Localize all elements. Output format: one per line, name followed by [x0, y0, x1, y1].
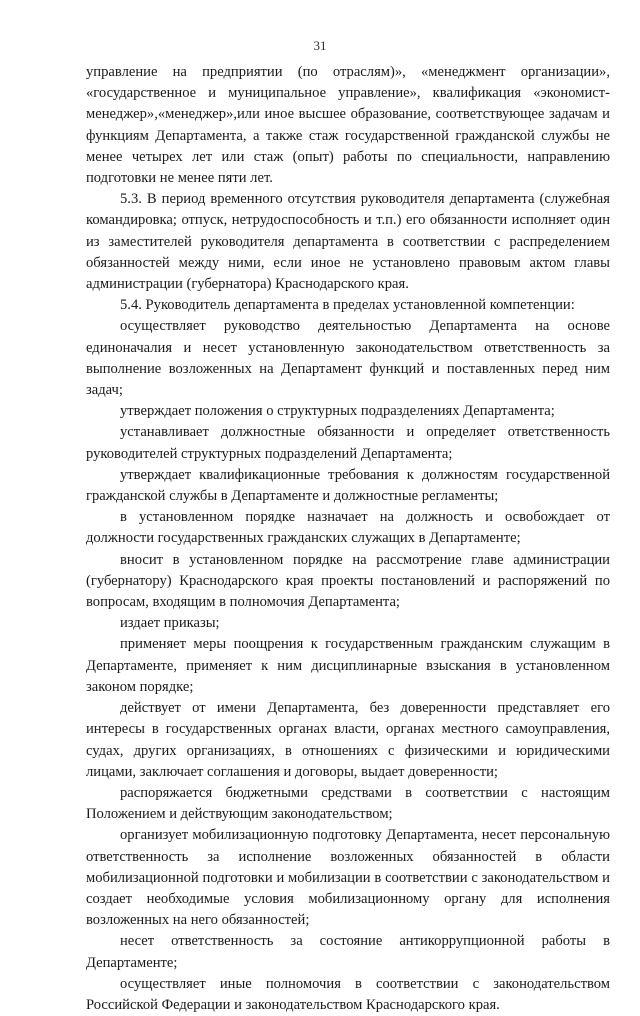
list-item: действует от имени Департамента, без доверенности представляет его интересы в государственных органах власти, органах местного самоуправления, судах, других организациях, в отношениях с физическими и юридическими лицами, заключает соглашения и договоры, выдает доверенности; [86, 700, 610, 780]
list-item: осуществляет руководство деятельностью Департамента на основе единоначалия и несет установленную законодательством ответственность за выполнение возложенных на Департамент функций и поставленных перед ним задач; [86, 318, 610, 399]
list-item: осуществляет иные полномочия в соответствии с законодательством Российской Федерации и законодательством Краснодарского края. [86, 975, 610, 1013]
list-item: распоряжается бюджетными средствами в соответствии с настоящим Положением и действующим законодательством; [86, 784, 610, 823]
list-item: утверждает квалификационные требования к должностям государственной гражданской службы в Департаменте и должностные регламенты; [86, 466, 610, 505]
list-item: организует мобилизационную подготовку Департамента, несет персональную ответственность за исполнение возложенных обязанностей в области мобилизационной подготовки и мобилизации в соответствии с законодательством и создает необходимые условия мобилизационному органу для исполнения возложенных на него обязанностей; [86, 827, 610, 929]
document-body [86, 62, 610, 1016]
paragraph-5-3: 5.3. В период временного отсутствия руководителя департамента (служебная командировка; отпуск, нетрудоспособность и т.п.) его обязанности исполняет один из заместителей руководителя департамента в соответствии с распределением обязанностей между ними, если иное не установлено правовым актом главы администрации (губернатора) Краснодарского края. [86, 191, 610, 293]
list-item: устанавливает должностные обязанности и определяет ответственность руководителей структурных подразделений Департамента; [86, 424, 610, 462]
list-item: в установленном порядке назначает на должность и освобождает от должности государственных гражданских служащих в Департаменте; [86, 509, 610, 547]
page-number: 31 [313, 38, 327, 53]
list-item: утверждает положения о структурных подразделениях Департамента; [120, 403, 555, 420]
paragraph-5-4: 5.4. Руководитель департамента в пределах установленной компетенции: [120, 297, 575, 314]
list-item: несет ответственность за состояние антикоррупционной работы в Департаменте; [86, 933, 610, 971]
paragraph-continuation: управление на предприятии (по отраслям)», «менеджмент организации», «государственное и муниципальное управление», квалификация «экономист-менеджер»,«менеджер»,или иное высшее образование, соответствующее задачам и функциям Департамента, а также стаж государственной гражданской службы не менее четырех лет или стаж (опыт) работы по специальности, направлению подготовки не менее пяти лет. [86, 64, 610, 187]
list-item: применяет меры поощрения к государственным гражданским служащим в Департаменте, применяет к ним дисциплинарные взыскания в установленном законом порядке; [86, 636, 610, 695]
list-item: издает приказы; [120, 615, 220, 632]
list-item: вносит в установленном порядке на рассмотрение главе администрации (губернатору) Краснодарского края проекты постановлений и распоряжений по вопросам, входящим в полномочия Департамента; [86, 551, 610, 611]
